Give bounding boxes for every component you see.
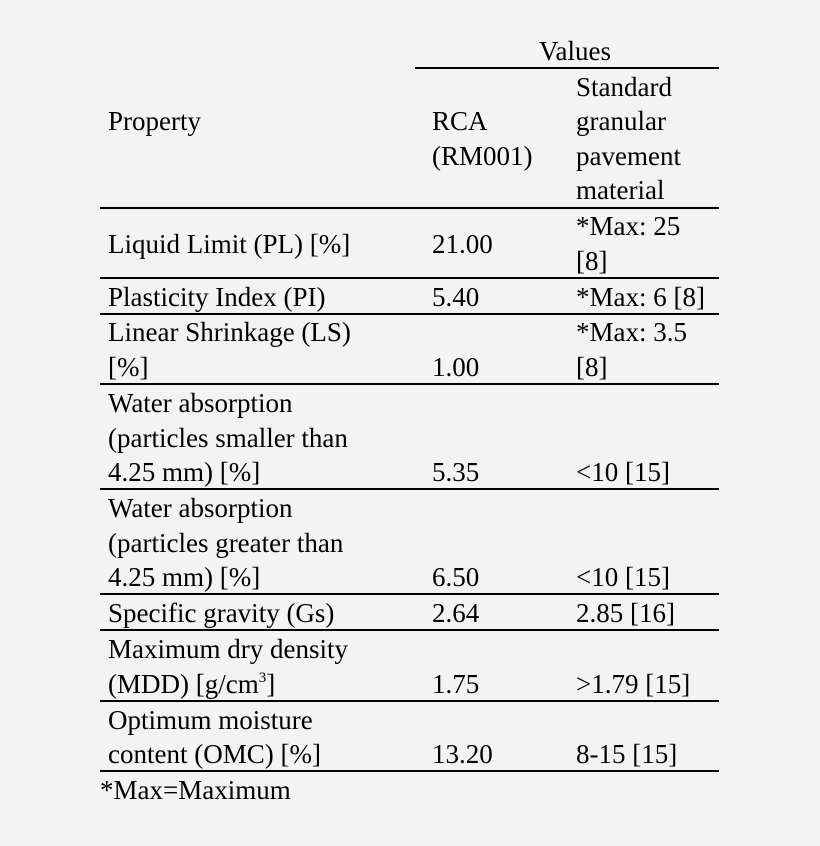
standard-header-line3: pavement: [576, 141, 681, 171]
row1-standard-line1: *Max: 25: [576, 211, 681, 241]
row5-rca: 6.50: [432, 562, 480, 592]
row7-rule: [100, 700, 719, 702]
row3-standard-line2: [8]: [576, 352, 608, 382]
row7-property-line2-text: (MDD) [g/cm: [108, 669, 259, 699]
row5-rule: [100, 593, 719, 595]
row8-standard: 8-15 [15]: [576, 739, 678, 769]
row2-property: Plasticity Index (PI): [108, 282, 326, 312]
values-header: Values: [539, 36, 611, 66]
row4-property-line3: 4.25 mm) [%]: [108, 457, 261, 487]
row7-standard: >1.79 [15]: [576, 669, 691, 699]
row3-standard-line1: *Max: 3.5: [576, 317, 687, 347]
row4-rca: 5.35: [432, 457, 480, 487]
rca-header-line2: (RM001): [432, 141, 533, 171]
table-bottom-rule: [100, 770, 719, 772]
row7-property-line1: Maximum dry density: [108, 634, 348, 664]
footnote: *Max=Maximum: [100, 775, 291, 805]
row7-property-superscript: 3: [258, 670, 267, 686]
rca-header-line1: RCA: [432, 106, 488, 136]
row8-property-line2: content (OMC) [%]: [108, 739, 321, 769]
row5-property-line2: (particles greater than: [108, 528, 344, 558]
row5-property-line1: Water absorption: [108, 493, 293, 523]
row2-standard: *Max: 6 [8]: [576, 282, 705, 312]
row1-standard-line2: [8]: [576, 246, 608, 276]
row3-property-line2: [%]: [108, 352, 149, 382]
row7-property-suffix: ]: [266, 669, 276, 699]
row8-property-line1: Optimum moisture: [108, 705, 313, 735]
standard-header-line4: material: [576, 175, 665, 205]
row1-rule: [100, 277, 719, 279]
row4-rule: [100, 488, 719, 490]
row5-property-line3: 4.25 mm) [%]: [108, 562, 261, 592]
property-header: Property: [108, 106, 201, 136]
row6-standard: 2.85 [16]: [576, 598, 675, 628]
row6-rca: 2.64: [432, 598, 480, 628]
row8-rca: 13.20: [432, 739, 493, 769]
row1-rca: 21.00: [432, 229, 493, 259]
row7-rca: 1.75: [432, 669, 480, 699]
row3-rule: [100, 383, 719, 385]
row3-property-line1: Linear Shrinkage (LS): [108, 317, 351, 347]
row1-property: Liquid Limit (PL) [%]: [108, 229, 351, 259]
row6-rule: [100, 629, 719, 631]
row2-rca: 5.40: [432, 282, 480, 312]
row6-property: Specific gravity (Gs): [108, 598, 335, 628]
row4-standard: <10 [15]: [576, 457, 670, 487]
values-header-rule: [415, 67, 719, 69]
row4-property-line1: Water absorption: [108, 388, 293, 418]
row3-rca: 1.00: [432, 352, 480, 382]
standard-header-line2: granular: [576, 106, 666, 136]
row5-standard: <10 [15]: [576, 562, 670, 592]
row4-property-line2: (particles smaller than: [108, 423, 348, 453]
standard-header-line1: Standard: [576, 72, 672, 102]
